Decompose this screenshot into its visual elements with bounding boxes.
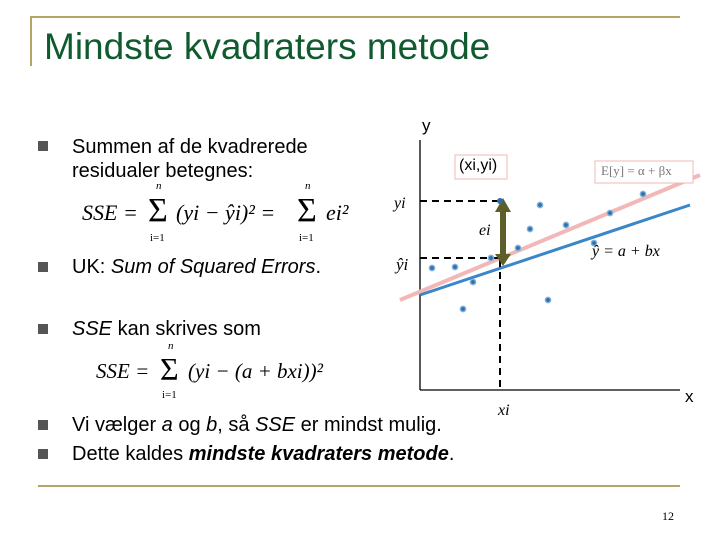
bullet-1-line-1: Summen af de kvadrerede — [72, 136, 308, 158]
true-line-label: E[y] = α + βx — [601, 163, 672, 178]
bullet-2-italic: Sum of Squared Errors — [110, 256, 316, 278]
data-point — [488, 255, 493, 260]
bullet-5-bold: mindste kvadraters metode — [188, 443, 449, 465]
ei-label: ei — [479, 222, 491, 239]
bullet-4-part-4: er mindst mulig. — [295, 414, 442, 436]
xi-label: xi — [498, 402, 510, 419]
data-point — [640, 191, 645, 196]
yhat-i-label: ŷi — [396, 255, 409, 274]
formula-1-sum-bottom-2: i=1 — [299, 232, 314, 244]
bullet-4-part-3: , så — [217, 414, 256, 436]
data-point — [537, 202, 542, 207]
formula-1-term-2: ei² — [326, 200, 349, 225]
y-axis-label: y — [422, 116, 431, 135]
bullet-4-a: a — [161, 414, 173, 436]
formula-2-sum-bottom: i=1 — [162, 389, 177, 401]
bullet-5-part-2: . — [448, 443, 455, 465]
data-point — [429, 265, 434, 270]
bullet-1-line-2: residualer betegnes: — [72, 160, 254, 182]
formula-1-sum-top-2: n — [305, 180, 311, 192]
bullet-5-part-1: Dette kaldes — [72, 443, 189, 465]
bullet-3-rest: kan skrives som — [112, 318, 261, 340]
formula-2-term: (yi − (a + bxi))² — [188, 359, 323, 383]
data-point — [563, 222, 568, 227]
formula-1-sum-top: n — [156, 180, 162, 192]
sum-icon-3: Σ — [160, 351, 179, 387]
formula-2-sum-top: n — [168, 340, 174, 352]
fitted-line-label: ŷ = a + bx — [592, 243, 660, 260]
bullet-3-italic: SSE — [72, 318, 113, 340]
data-point — [527, 226, 532, 231]
formula-1-lhs: SSE = — [82, 200, 138, 225]
yi-label: yi — [394, 195, 406, 212]
data-point — [452, 264, 457, 269]
true-regression-line — [400, 175, 700, 300]
slide-title: Mindste kvadraters metode — [44, 26, 491, 67]
formula-1-term-1: (yi − ŷi)² = — [176, 200, 276, 225]
observed-point-xi-yi — [497, 198, 503, 204]
bullet-4-b: b — [206, 414, 218, 436]
sum-icon: Σ — [148, 192, 168, 229]
formula-1-term-1-text: (yi − ŷi)² — [176, 200, 255, 225]
formula-2-lhs-text: SSE — [96, 359, 130, 383]
data-point — [460, 306, 465, 311]
formula-2-lhs: SSE = — [96, 359, 150, 383]
formula-1-lhs-text: SSE — [82, 200, 118, 225]
data-point — [545, 297, 550, 302]
bullet-4-sse: SSE — [255, 414, 296, 436]
bullet-4-part-2: og — [172, 414, 207, 436]
x-axis-label: x — [685, 387, 694, 406]
data-point — [607, 210, 612, 215]
formula-1-sum-bottom: i=1 — [150, 232, 165, 244]
bullet-2-prefix: UK: — [72, 256, 111, 278]
sum-icon-2: Σ — [297, 192, 317, 229]
data-point — [470, 279, 475, 284]
bullet-4-part-1: Vi vælger — [72, 414, 162, 436]
data-point — [515, 245, 520, 250]
point-label: (xi,yi) — [459, 157, 498, 174]
page-number: 12 — [662, 509, 674, 523]
bullet-2-suffix: . — [315, 256, 321, 278]
